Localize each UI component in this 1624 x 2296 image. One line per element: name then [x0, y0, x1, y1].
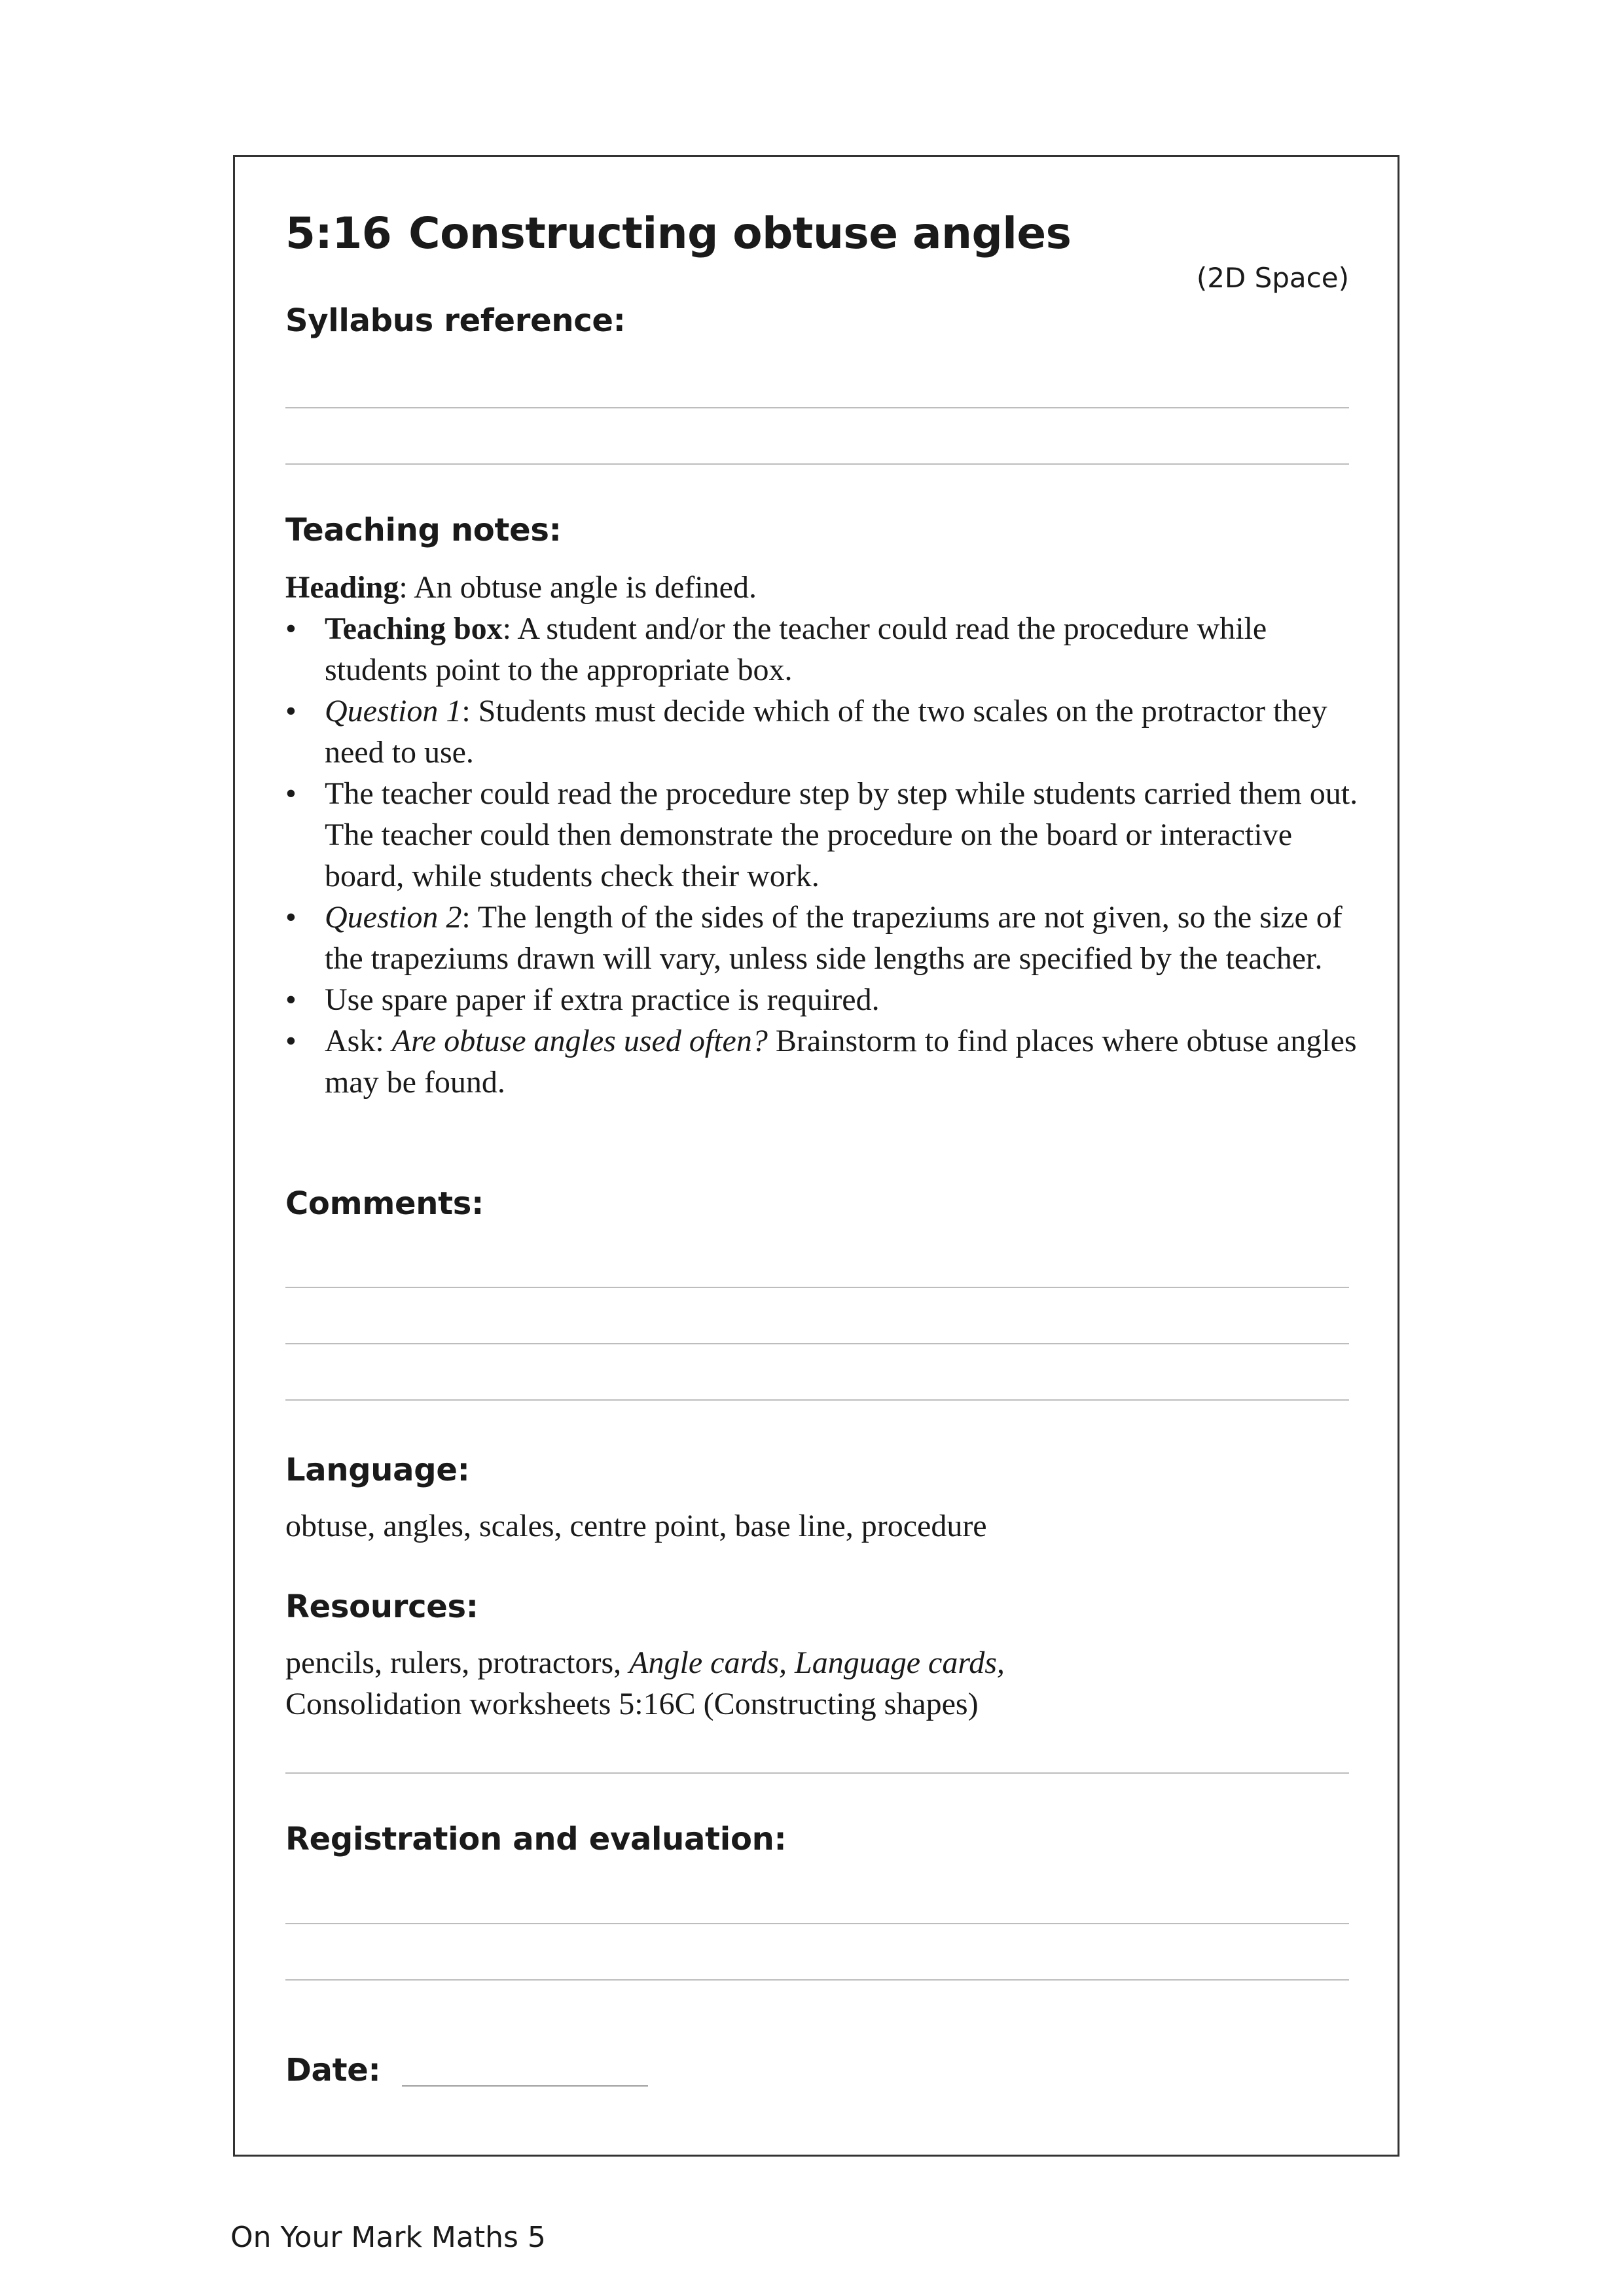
teaching-notes-heading: Teaching notes:	[285, 512, 562, 548]
item-italic: Are obtuse angles used often?	[391, 1024, 768, 1058]
teaching-notes	[285, 567, 1359, 1103]
intro-bold: Heading	[285, 570, 399, 605]
registration-line-2	[285, 1979, 1349, 1981]
list-item	[285, 1020, 1359, 1103]
language-heading: Language:	[285, 1452, 470, 1488]
comments-line-3	[285, 1399, 1349, 1401]
resources-line	[285, 1772, 1349, 1774]
lesson-title: Constructing obtuse angles	[408, 208, 1072, 259]
list-item	[285, 897, 1359, 979]
resources-plain: pencils, rulers, protractors,	[285, 1645, 630, 1680]
syllabus-line-1	[285, 407, 1349, 408]
item-text: Brainstorm to find places where obtuse angles may be found.	[325, 1024, 1357, 1100]
intro-text: : An obtuse angle is defined.	[399, 570, 757, 605]
item-pre: Ask:	[325, 1024, 392, 1058]
list-item	[285, 979, 1359, 1020]
language-text: obtuse, angles, scales, centre point, base line, procedure	[285, 1509, 987, 1543]
item-text: Use spare paper if extra practice is required.	[325, 982, 880, 1017]
date-heading: Date:	[285, 2052, 381, 2089]
item-lead: Question 1	[325, 694, 462, 728]
page-title	[285, 208, 1071, 259]
date-field-line	[402, 2085, 648, 2087]
notes-list	[285, 608, 1359, 1103]
item-lead: Teaching box	[325, 611, 503, 646]
resources-heading: Resources:	[285, 1588, 478, 1625]
resources-line-2: Consolidation worksheets 5:16C (Constructing shapes)	[285, 1687, 979, 1721]
item-text: The teacher could read the procedure step by step while students carried them out. The teacher could then demonstrate the procedure on the board or interactive board, while students check their work.	[325, 776, 1358, 893]
resources-italic: Angle cards, Language cards,	[629, 1645, 1005, 1680]
item-text: : The length of the sides of the trapeziums are not given, so the size of the trapeziums drawn will vary, unless side lengths are specified by the teacher.	[325, 900, 1343, 976]
item-lead: Question 2	[325, 900, 462, 935]
list-item	[285, 608, 1359, 691]
item-text: : A student and/or the teacher could read the procedure while students point to the appropriate box.	[325, 611, 1267, 687]
registration-heading: Registration and evaluation:	[285, 1821, 787, 1857]
lesson-number: 5:16	[285, 208, 392, 259]
syllabus-line-2	[285, 463, 1349, 465]
list-item	[285, 691, 1359, 773]
footer-text: On Your Mark Maths 5	[230, 2221, 546, 2254]
comments-line-2	[285, 1343, 1349, 1344]
strand-label: (2D Space)	[1196, 262, 1349, 294]
resources-line-1	[285, 1642, 1005, 1683]
registration-line-1	[285, 1923, 1349, 1924]
list-item	[285, 773, 1359, 897]
item-text: : Students must decide which of the two scales on the protractor they need to use.	[325, 694, 1327, 770]
notes-intro	[285, 567, 1359, 608]
comments-line-1	[285, 1287, 1349, 1288]
syllabus-heading: Syllabus reference:	[285, 302, 626, 339]
resources-text	[285, 1642, 1005, 1725]
comments-heading: Comments:	[285, 1185, 484, 1222]
